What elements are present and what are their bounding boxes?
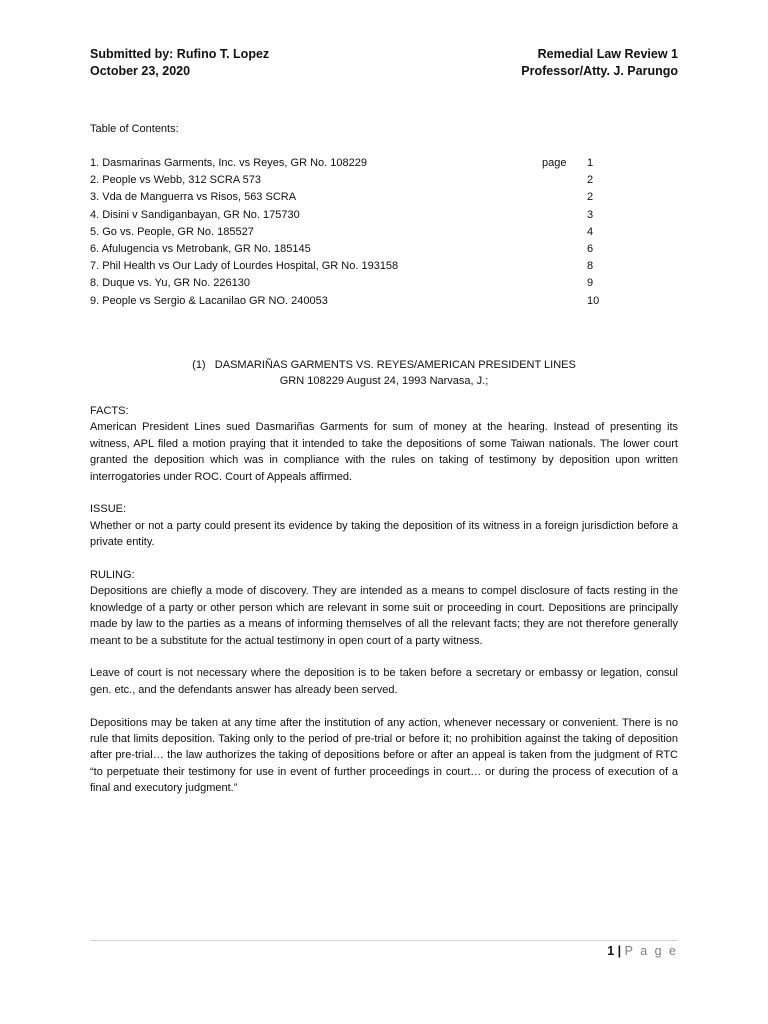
footer-separator: | (617, 944, 622, 958)
ruling-paragraph-2: Leave of court is not necessary where the deposition is to be taken before a secretary or embassy or legation, consul gen. etc., and the defendants answer has already been served. (90, 667, 678, 696)
submission-date: October 23, 2020 (90, 64, 191, 78)
submitted-by: Submitted by: Rufino T. Lopez (90, 47, 270, 61)
page-number: 1 (607, 944, 615, 958)
toc-item-page: 3 (587, 208, 594, 221)
toc-item-page: 9 (587, 277, 594, 290)
toc-item (90, 241, 610, 258)
toc-item-page: 2 (587, 191, 594, 204)
toc-item-label: 7. Phil Health vs Our Lady of Lourdes Hospital, GR No. 193158 (90, 260, 399, 273)
professor-name: Professor/Atty. J. Parungo (521, 64, 678, 78)
toc-item-label: 5. Go vs. People, GR No. 185527 (90, 225, 254, 238)
toc-item (90, 155, 610, 172)
issue-text: Whether or not a party could present its evidence by taking the deposition of its witness in a foreign jurisdiction before a private entity. (90, 519, 678, 549)
case-citation: GRN 108229 August 24, 1993 Narvasa, J.; (279, 375, 489, 387)
toc-item-page: 10 (587, 294, 600, 307)
issue-label: ISSUE: (90, 503, 127, 516)
toc-item (90, 207, 610, 224)
toc-item (90, 293, 610, 310)
toc-item (90, 172, 610, 189)
course-name: Remedial Law Review 1 (537, 47, 678, 61)
facts-text: American President Lines sued Dasmariñas Garments for sum of money at the hearing. Instead of presenting its witness, APL filed a motion praying that it intended to take the depositions of some Taiwan nationals. The lower court granted the deposition which was in compliance with the rules on taking of testimony by deposition upon written interrogatories under ROC. Court of Appeals affirmed. (90, 421, 678, 483)
header-left (90, 46, 269, 80)
footer-divider (90, 940, 678, 941)
ruling-paragraph-1: Depositions are chiefly a mode of discovery. They are intended as a means to compel disclosure of facts resting in the knowledge of a party or other person which are relevant in some suit or proceeding in court. Depositions are principally made by law to the parties as a means of informing themselves of all the relevant facts; they are not therefore generally meant to be a substitute for the actual testimony in open court of a party witness. (90, 585, 678, 647)
toc-item-label: 9. People vs Sergio & Lacanilao GR NO. 240053 (90, 294, 328, 307)
toc-item (90, 189, 610, 206)
toc-item-page: 2 (587, 174, 594, 187)
page-footer (607, 944, 678, 958)
toc-item (90, 275, 610, 292)
ruling-label: RULING: (90, 569, 135, 582)
table-of-contents (90, 155, 610, 310)
case-title: DASMARIÑAS GARMENTS VS. REYES/AMERICAN PRESIDENT LINES (214, 359, 576, 371)
toc-page-word: page (542, 157, 567, 169)
case-body (90, 403, 678, 797)
toc-item-label: 4. Disini v Sandiganbayan, GR No. 175730 (90, 208, 300, 221)
toc-item-label: 1. Dasmarinas Garments, Inc. vs Reyes, GR No. 108229 (90, 157, 367, 169)
toc-item (90, 224, 610, 241)
toc-item-label: 3. Vda de Manguerra vs Risos, 563 SCRA (90, 191, 297, 204)
toc-item-label: 2. People vs Webb, 312 SCRA 573 (90, 174, 262, 187)
facts-label: FACTS: (90, 405, 129, 417)
toc-title: Table of Contents: (90, 123, 179, 135)
case-title-line (0, 357, 768, 373)
toc-item (90, 258, 610, 275)
toc-item-page: 6 (587, 242, 594, 255)
header-right (521, 46, 678, 80)
toc-item-page: 4 (587, 225, 594, 238)
toc-item-label: 6. Afulugencia vs Metrobank, GR No. 185145 (90, 242, 311, 255)
toc-item-label: 8. Duque vs. Yu, GR No. 226130 (90, 277, 251, 290)
page-word: P a g e (624, 944, 678, 958)
case-heading (0, 357, 768, 389)
case-number: (1) (192, 359, 206, 371)
toc-item-page: 8 (587, 260, 594, 273)
toc-item-page: 1 (587, 157, 594, 169)
ruling-paragraph-3: Depositions may be taken at any time after the institution of any action, whenever necessary or convenient. There is no rule that limits deposition. Taking only to the period of pre-trial or before it; no prohibition against the taking of deposition after pre-trial… the law authorizes the taking of depositions before or after an appeal is taken from the judgment of RTC “to perpetuate their testimony for use in event of further proceedings in court… or during the process of execution of a final and executory judgment.” (90, 716, 678, 795)
